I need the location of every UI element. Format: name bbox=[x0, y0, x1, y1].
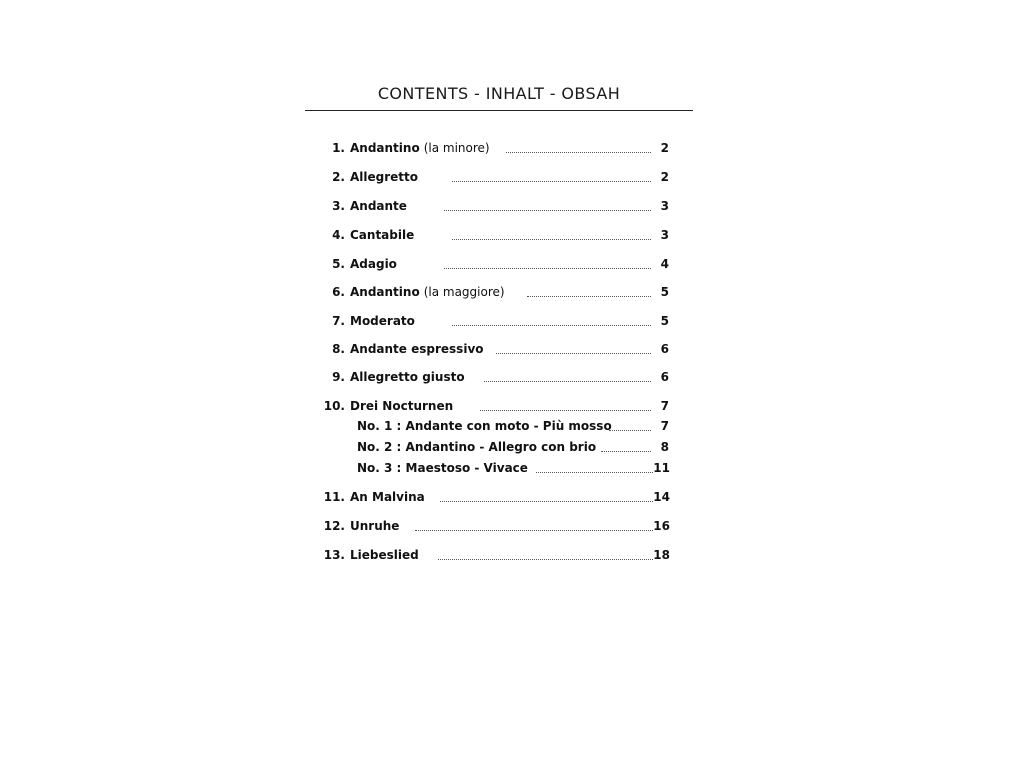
dot-leader bbox=[527, 296, 651, 297]
entry-title: Andantino bbox=[350, 141, 420, 155]
dot-leader bbox=[438, 559, 653, 560]
entry-number: 6. bbox=[332, 285, 345, 299]
entry-page-number: 7 bbox=[660, 399, 669, 413]
entry-page-number: 8 bbox=[660, 440, 669, 454]
toc-entry[interactable] bbox=[315, 490, 425, 508]
entry-page-number: 14 bbox=[653, 490, 670, 504]
dot-leader bbox=[452, 325, 651, 326]
toc-entry[interactable] bbox=[315, 314, 415, 332]
toc-entry[interactable] bbox=[315, 257, 397, 275]
entry-title: Moderato bbox=[350, 314, 415, 328]
entry-page-number: 18 bbox=[653, 548, 670, 562]
entry-number: 9. bbox=[332, 370, 345, 384]
entry-page-number: 7 bbox=[660, 419, 669, 433]
entry-page-number: 3 bbox=[660, 199, 669, 213]
entry-page-number: 16 bbox=[653, 519, 670, 533]
page-title: CONTENTS - INHALT - OBSAH bbox=[377, 84, 621, 103]
entry-title: Drei Nocturnen bbox=[350, 399, 454, 413]
dot-leader bbox=[536, 472, 653, 473]
toc-subentry[interactable] bbox=[357, 419, 612, 437]
entry-page-number: 2 bbox=[660, 141, 669, 155]
entry-page-number: 5 bbox=[660, 314, 669, 328]
entry-title: Allegretto bbox=[350, 170, 419, 184]
entry-title: Unruhe bbox=[350, 519, 400, 533]
dot-leader bbox=[484, 381, 651, 382]
entry-number: 4. bbox=[332, 228, 345, 242]
entry-page-number: 11 bbox=[653, 461, 670, 475]
toc-subentry[interactable] bbox=[357, 461, 528, 479]
dot-leader bbox=[452, 181, 651, 182]
dot-leader bbox=[452, 239, 651, 240]
dot-leader bbox=[496, 353, 651, 354]
entry-number: 2. bbox=[332, 170, 345, 184]
entry-title: Andante espressivo bbox=[350, 342, 484, 356]
entry-title: Allegretto giusto bbox=[350, 370, 465, 384]
entry-page-number: 4 bbox=[660, 257, 669, 271]
toc-entry[interactable] bbox=[315, 141, 490, 159]
toc-entry[interactable] bbox=[315, 519, 399, 537]
dot-leader bbox=[415, 530, 653, 531]
entry-title: Adagio bbox=[350, 257, 397, 271]
entry-page-number: 6 bbox=[660, 370, 669, 384]
entry-page-number: 2 bbox=[660, 170, 669, 184]
entry-title: No. 2 : Andantino - Allegro con brio bbox=[357, 440, 597, 454]
toc-entry[interactable] bbox=[315, 548, 419, 566]
entry-title: No. 3 : Maestoso - Vivace bbox=[357, 461, 528, 475]
toc-entry[interactable] bbox=[315, 170, 418, 188]
toc-entry[interactable] bbox=[315, 199, 407, 217]
dot-leader bbox=[480, 410, 651, 411]
toc-entry[interactable] bbox=[315, 342, 484, 360]
entry-page-number: 6 bbox=[660, 342, 669, 356]
entry-number: 7. bbox=[332, 314, 345, 328]
entry-title: No. 1 : Andante con moto - Più mosso bbox=[357, 419, 612, 433]
entry-title: Andantino bbox=[350, 285, 420, 299]
toc-entry[interactable] bbox=[315, 370, 465, 388]
dot-leader bbox=[440, 501, 653, 502]
toc-subentry[interactable] bbox=[357, 440, 596, 458]
dot-leader bbox=[444, 268, 651, 269]
entry-number: 12. bbox=[323, 519, 345, 533]
entry-number: 8. bbox=[332, 342, 345, 356]
entry-number: 13. bbox=[323, 548, 345, 562]
toc-entry[interactable] bbox=[315, 285, 505, 303]
entry-page-number: 3 bbox=[660, 228, 669, 242]
entry-title: An Malvina bbox=[350, 490, 425, 504]
dot-leader bbox=[506, 152, 651, 153]
toc-entry[interactable] bbox=[315, 399, 453, 417]
toc-entry[interactable] bbox=[315, 228, 414, 246]
entry-number: 11. bbox=[323, 490, 345, 504]
entry-note: (la minore) bbox=[423, 141, 490, 155]
entry-page-number: 5 bbox=[660, 285, 669, 299]
entry-number: 10. bbox=[323, 399, 345, 413]
dot-leader bbox=[444, 210, 651, 211]
entry-note: (la maggiore) bbox=[423, 285, 505, 299]
entry-number: 5. bbox=[332, 257, 345, 271]
entry-number: 3. bbox=[332, 199, 345, 213]
entry-title: Andante bbox=[350, 199, 407, 213]
entry-title: Cantabile bbox=[350, 228, 415, 242]
entry-title: Liebeslied bbox=[350, 548, 419, 562]
entry-number: 1. bbox=[332, 141, 345, 155]
